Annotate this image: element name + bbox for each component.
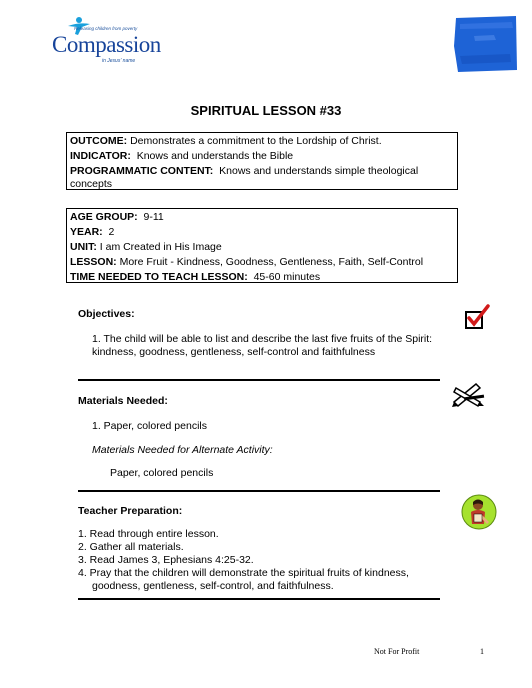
teacher-preparation-heading: Teacher Preparation: — [78, 505, 183, 517]
materials-item-1: 1. Paper, colored pencils — [92, 420, 207, 432]
pencils-icon — [450, 380, 486, 408]
outcome-line — [70, 134, 454, 149]
year-label: YEAR: — [70, 226, 103, 238]
objectives-item-1-cont: kindness, goodness, gentleness, self-control and faithfulness — [92, 346, 376, 358]
teacher-item-3: 3. Read James 3, Ephesians 4:25-32. — [78, 554, 254, 566]
checkbox-check-icon — [464, 304, 490, 330]
unit-line — [70, 240, 454, 255]
objectives-item-1: 1. The child will be able to list and describe the last five fruits of the Spirit: — [92, 333, 433, 345]
page-number: 1 — [480, 647, 484, 656]
age-line — [70, 210, 454, 225]
page-title: SPIRITUAL LESSON #33 — [190, 103, 342, 118]
age-value: 9-11 — [143, 211, 164, 223]
section-divider — [78, 490, 440, 492]
time-line — [70, 270, 454, 285]
alternate-materials-heading: Materials Needed for Alternate Activity: — [92, 444, 273, 456]
age-label: AGE GROUP: — [70, 211, 138, 223]
section-divider — [78, 598, 440, 600]
lesson-label: LESSON: — [70, 256, 117, 268]
blue-paint-block — [454, 16, 518, 72]
lesson-line — [70, 255, 454, 270]
materials-heading: Materials Needed: — [78, 395, 168, 407]
teacher-person-icon — [461, 494, 497, 530]
indicator-value: Knows and understands the Bible — [136, 150, 294, 162]
programmatic-value: Knows and understands simple theological concepts — [70, 165, 419, 190]
programmatic-line — [70, 164, 454, 191]
alternate-materials-item: Paper, colored pencils — [110, 467, 214, 479]
outcome-label: OUTCOME: — [70, 135, 128, 147]
outcome-value: Demonstrates a commitment to the Lordship of Christ. — [130, 135, 382, 147]
teacher-item-4: 4. Pray that the children will demonstrate the spiritual fruits of kindness, — [78, 567, 409, 579]
unit-label: UNIT: — [70, 241, 97, 253]
programmatic-label: PROGRAMMATIC CONTENT: — [70, 165, 214, 177]
compassion-logo — [52, 22, 164, 68]
outcome-box — [66, 132, 458, 190]
teacher-item-4-cont: goodness, gentleness, self-control, and faithfulness. — [92, 580, 334, 592]
logo-tagline: Releasing children from poverty — [74, 26, 138, 31]
lesson-value: More Fruit - Kindness, Goodness, Gentleness, Faith, Self-Control — [119, 256, 424, 268]
lesson-info-box — [66, 208, 458, 283]
indicator-label: INDICATOR: — [70, 150, 131, 162]
section-divider — [78, 379, 440, 381]
objectives-heading: Objectives: — [78, 308, 135, 320]
logo-subline: in Jesus' name — [102, 58, 136, 64]
logo-wordmark: Compassion — [52, 32, 161, 57]
teacher-item-1: 1. Read through entire lesson. — [78, 528, 219, 540]
footer-not-for-profit: Not For Profit — [374, 647, 420, 656]
teacher-item-2: 2. Gather all materials. — [78, 541, 184, 553]
indicator-line — [70, 149, 454, 164]
time-value: 45-60 minutes — [253, 271, 321, 283]
time-label: TIME NEEDED TO TEACH LESSON: — [70, 271, 248, 283]
year-line — [70, 225, 454, 240]
unit-value: I am Created in His Image — [99, 241, 222, 253]
year-value: 2 — [108, 226, 115, 238]
